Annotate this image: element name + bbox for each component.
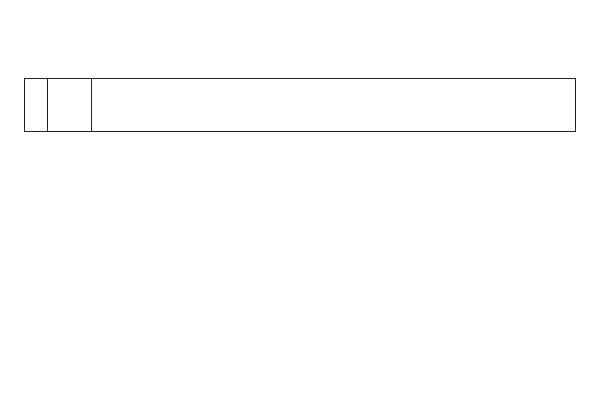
header-divider [91, 79, 92, 131]
header-divider [47, 79, 48, 131]
table-header [24, 78, 576, 132]
watermark [0, 0, 81, 36]
